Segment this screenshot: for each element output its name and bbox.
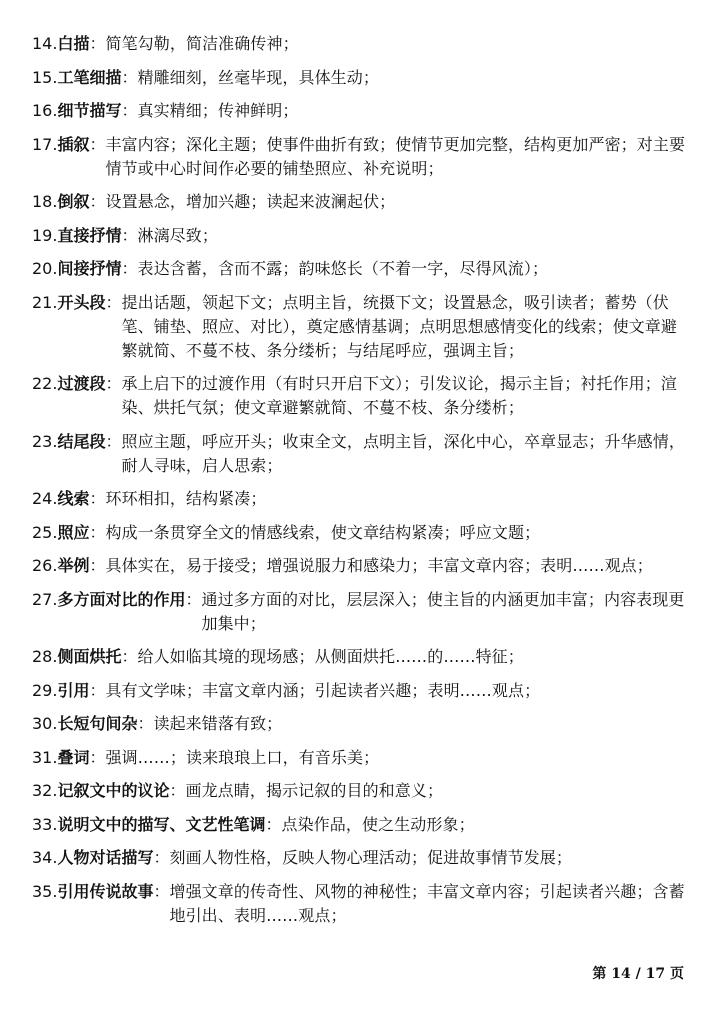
item-description: 简笔勾勒，简洁准确传神； [105,34,299,53]
item-term: 过渡段 [57,374,106,393]
item-term: 结尾段 [57,431,106,451]
item-term: 白描 [57,34,90,53]
item-separator: ： [137,714,154,733]
list-item [32,588,692,636]
list-item [32,554,692,578]
item-separator: ： [185,589,202,609]
item-term: 说明文中的描写、文艺性笔调 [57,814,266,834]
item-separator: ： [265,814,282,834]
item-description: 通过多方面的对比，层层深入；使主旨的内涵更加丰富；内容表现更加集中； [201,589,685,633]
item-description: 表达含蓄，含而不露；韵味悠长（不着一字，尽得风流）； [137,259,549,278]
item-description: 强调……；读来琅琅上口，有音乐美； [105,747,380,767]
item-separator: ： [89,556,106,575]
item-number: 35. [32,881,58,901]
item-term: 侧面烘托 [57,647,122,666]
list-item [32,430,692,478]
item-separator: ： [89,489,106,508]
item-number: 21. [32,292,58,312]
item-number: 23. [32,431,58,451]
item-separator: ： [105,292,122,312]
item-separator: ： [89,192,106,211]
list-item [32,813,692,837]
item-separator: ： [121,647,138,666]
term-list [32,32,692,937]
item-description: 设置悬念，增加兴趣；读起来波澜起伏； [105,192,396,211]
item-number: 27. [32,589,58,609]
list-item [32,645,692,669]
item-separator: ： [89,680,106,700]
item-description: 画龙点睛，揭示记叙的目的和意义； [185,781,444,800]
item-description: 丰富内容；深化主题；使事件曲折有致；使情节更加完整，结构更加严密；对主要情节或中心时间作必要的铺垫照应、补充说明； [105,134,686,178]
item-number: 19. [32,225,58,245]
list-item [32,846,692,870]
item-term: 引用 [57,680,90,700]
item-term: 叠词 [57,747,90,767]
list-item [32,746,692,770]
list-item [32,372,692,420]
item-description: 给人如临其境的现场感；从侧面烘托……的……特征； [137,647,524,666]
item-description: 真实精细；传神鲜明； [137,101,299,120]
item-number: 20. [32,259,58,278]
item-description: 承上启下的过渡作用（有时只开启下文）；引发议论，揭示主旨；衬托作用；渲染、烘托气氛；使文章避繁就简、不蔓不枝、条分缕析； [121,374,677,417]
list-item [32,291,692,363]
item-number: 18. [32,192,58,211]
item-number: 31. [32,747,58,767]
item-separator: ： [121,101,138,120]
item-term: 直接抒情 [57,225,122,245]
item-term: 细节描写 [57,101,122,120]
item-term: 照应 [57,522,90,542]
item-number: 29. [32,680,58,700]
list-item [32,99,692,123]
item-description: 精雕细刻，丝毫毕现，具体生动； [137,67,379,87]
list-item [32,521,692,545]
item-description: 淋漓尽致； [137,225,218,245]
list-item [32,190,692,214]
list-item [32,779,692,803]
item-description: 提出话题，领起下文；点明主旨，统摄下文；设置悬念，吸引读者；蓄势（伏笔、铺垫、照应、对比），奠定感情基调；点明思想感情变化的线索；使文章避繁就简、不蔓不枝、条分缕析；与结尾呼应，强调主旨； [121,292,677,360]
list-item [32,712,692,736]
list-item [32,133,692,181]
item-description: 环环相扣，结构紧凑； [105,489,267,508]
item-separator: ： [89,134,106,154]
list-item [32,880,692,928]
item-term: 引用传说故事 [57,881,154,901]
item-separator: ： [153,848,170,867]
item-number: 26. [32,556,58,575]
list-item [32,32,692,56]
item-number: 32. [32,781,58,800]
item-number: 17. [32,134,58,154]
item-separator: ： [121,259,138,278]
item-number: 22. [32,374,58,393]
item-term: 举例 [57,556,90,575]
item-separator: ： [169,781,186,800]
item-separator: ： [89,747,106,767]
item-separator: ： [121,225,138,245]
list-item [32,487,692,511]
item-number: 25. [32,522,58,542]
item-term: 多方面对比的作用 [57,589,186,609]
list-item [32,66,692,90]
item-description: 照应主题，呼应开头；收束全文，点明主旨，深化中心，卒章显志；升华感情，耐人寻味，启人思索； [121,431,685,475]
item-description: 具体实在，易于接受；增强说服力和感染力；丰富文章内容；表明……观点； [105,556,653,575]
item-number: 34. [32,848,58,867]
item-term: 工笔细描 [57,67,122,87]
item-description: 点染作品，使之生动形象； [281,814,475,834]
item-term: 插叙 [57,134,90,154]
item-number: 24. [32,489,58,508]
page-number: 第 14 / 17 页 [592,966,684,982]
item-term: 线索 [57,489,90,508]
item-term: 开头段 [57,292,106,312]
item-separator: ： [153,881,170,901]
item-separator: ： [105,431,122,451]
item-number: 14. [32,34,58,53]
item-description: 具有文学味；丰富文章内涵；引起读者兴趣；表明……观点； [105,680,541,700]
item-term: 间接抒情 [57,259,122,278]
list-item [32,224,692,248]
item-description: 刻画人物性格，反映人物心理活动；促进故事情节发展； [169,848,572,867]
item-term: 人物对话描写 [57,848,154,867]
list-item [32,257,692,281]
item-description: 增强文章的传奇性、风物的神秘性；丰富文章内容；引起读者兴趣；含蓄地引出、表明……观点； [169,881,685,925]
item-number: 30. [32,714,58,733]
item-separator: ： [89,34,106,53]
item-number: 15. [32,67,58,87]
item-term: 长短句间杂 [57,714,138,733]
item-separator: ： [105,374,122,393]
item-description: 构成一条贯穿全文的情感线索，使文章结构紧凑；呼应文题； [105,522,541,542]
item-separator: ： [89,522,106,542]
item-number: 16. [32,101,58,120]
item-number: 33. [32,814,58,834]
item-term: 倒叙 [57,192,90,211]
item-term: 记叙文中的议论 [57,781,170,800]
item-separator: ： [121,67,138,87]
item-description: 读起来错落有致； [153,714,283,733]
item-number: 28. [32,647,58,666]
list-item [32,679,692,703]
